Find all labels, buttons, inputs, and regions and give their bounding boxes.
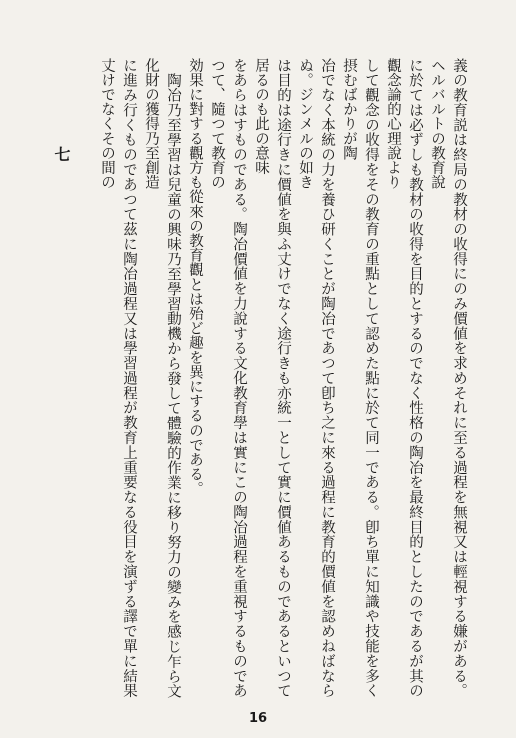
- section-numeral: 七: [52, 146, 71, 162]
- text-line: に於ては必ずしも教材の收得を目的とするのでなく性格の陶冶を最終目的としたのであるが其の觀念論的心理說より: [385, 58, 423, 698]
- body-text: [96, 58, 470, 698]
- text-line: 冶でなく本統の力を養ひ研くことが陶冶であつて卽ち之に來る過程に教育的價値を認めねばならぬ。ジンメルの如き: [297, 58, 335, 698]
- text-line: 陶冶乃至學習は兒童の興味乃至學習動機から發して體驗的作業に移り努力の變みを感じ乍ら文化財の獲得乃至創造: [143, 58, 181, 698]
- page-number: 16: [248, 711, 268, 726]
- text-line: 効果に對する觀方も從來の教育觀とは殆ど趣を異にするのである。: [187, 58, 203, 496]
- text-line: は目的は途行きに價値を與ふ丈けでなく途行きも亦統一として實に價値あるものであるといつて居るのも此の意味: [253, 58, 291, 698]
- text-line: をあらはすものである。陶冶價値を力說する文化教育學は實にこの陶冶過程を重視するものであつて、隨つて教育の: [209, 58, 247, 698]
- text-line: 義の教育説は終局の教材の收得にのみ價値を求めそれに至る過程を無視又は輕視する嫌がある。ヘルバルトの教育說: [429, 58, 467, 698]
- text-line: に進み行くものであつて茲に陶冶過程又は學習過程が教育上重要なる役目を演ずる譯で單に結果丈けでなくその間の: [99, 58, 137, 698]
- text-line: して觀念の收得をその教育の重點として認めた點に於て同一である。卽ち單に知識や技能を多く摂むばかりが陶: [341, 58, 379, 698]
